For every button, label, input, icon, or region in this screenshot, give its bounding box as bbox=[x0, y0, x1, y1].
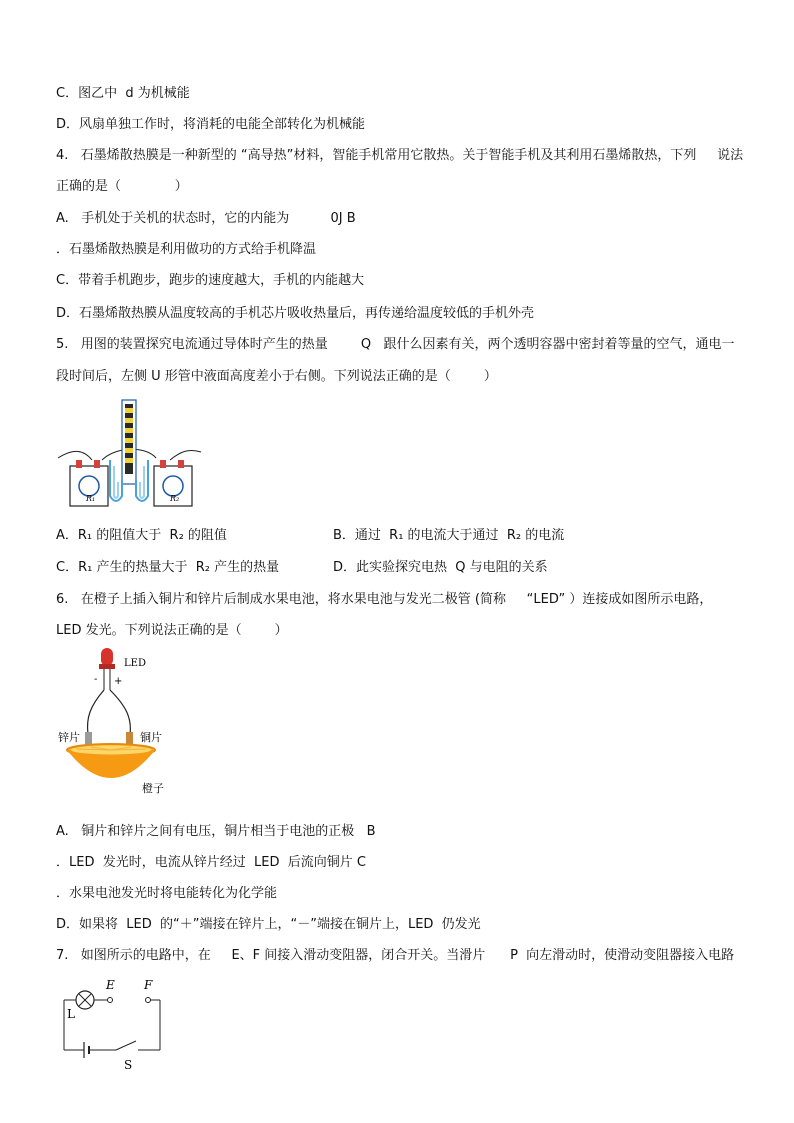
q5-stem-line-2: 段时间后，左侧 U 形管中液面高度差小于右侧。下列说法正确的是（ ） bbox=[56, 369, 497, 384]
q6-copper-label: 铜片 bbox=[140, 731, 162, 744]
q4-option-c: C．带着手机跑步，跑步的速度越大，手机的内能越大 bbox=[56, 273, 365, 288]
q5-option-b: B．通过 R₁ 的电流大于通过 R₂ 的电流 bbox=[333, 528, 565, 543]
q5-r2-label: R₂ bbox=[170, 494, 180, 503]
q7-switch-label: S bbox=[124, 1058, 133, 1072]
q3-option-d: D．风扇单独工作时，将消耗的电能全部转化为机械能 bbox=[56, 117, 366, 132]
q6-minus-label: - bbox=[94, 674, 98, 685]
q5-r1-label: R₁ bbox=[86, 494, 96, 503]
q7-f-label: F bbox=[144, 978, 153, 992]
q5-option-a: A．R₁ 的阻值大于 R₂ 的阻值 bbox=[56, 528, 227, 543]
q6-option-c: ．水果电池发光时将电能转化为化学能 bbox=[56, 886, 278, 901]
q4-option-a: A. 手机处于关机的状态时，它的内能为 0J B bbox=[56, 211, 356, 226]
q6-plus-label: + bbox=[114, 676, 123, 687]
q7-circuit-figure bbox=[56, 973, 176, 1073]
q4-stem-line-2: 正确的是（ ） bbox=[56, 179, 188, 194]
q6-led-label: LED bbox=[124, 658, 146, 669]
q6-option-b: ．LED 发光时，电流从锌片经过 LED 后流向铜片 C bbox=[56, 855, 366, 870]
q5-stem-line-1: 5. 用图的装置探究电流通过导体时产生的热量 Q 跟什么因素有关，两个透明容器中密封着等量的空气，通电一 bbox=[56, 337, 735, 352]
q6-orange-label: 橙子 bbox=[142, 782, 164, 795]
q4-option-d: D．石墨烯散热膜从温度较高的手机芯片吸收热量后，再传递给温度较低的手机外壳 bbox=[56, 306, 535, 321]
q3-option-c: C．图乙中 d 为机械能 bbox=[56, 86, 190, 101]
q6-zinc-label: 锌片 bbox=[58, 731, 80, 744]
q5-option-c: C．R₁ 产生的热量大于 R₂ 产生的热量 bbox=[56, 560, 280, 575]
q7-stem-line-1: 7. 如图所示的电路中，在 E、F 间接入滑动变阻器，闭合开关。当滑片 P 向左滑动时，使滑动变阻器接入电路 bbox=[56, 948, 735, 963]
q4-stem-line-1: 4. 石墨烯散热膜是一种新型的 “高导热”材料，智能手机常用它散热。关于智能手机及其利用石墨烯散热，下列 说法 bbox=[56, 148, 744, 163]
q6-option-a: A. 铜片和锌片之间有电压，铜片相当于电池的正极 B bbox=[56, 824, 376, 839]
q7-e-label: E bbox=[106, 978, 115, 992]
q6-option-d: D．如果将 LED 的“＋”端接在锌片上，“－”端接在铜片上，LED 仍发光 bbox=[56, 917, 481, 932]
q5-option-d: D．此实验探究电热 Q 与电阻的关系 bbox=[333, 560, 548, 575]
q7-lamp-label: L bbox=[67, 1007, 75, 1021]
q4-option-b: ．石墨烯散热膜是利用做功的方式给手机降温 bbox=[56, 242, 317, 257]
q6-stem-line-2: LED 发光。下列说法正确的是（ ） bbox=[56, 623, 288, 638]
q6-stem-line-1: 6. 在橙子上插入铜片和锌片后制成水果电池，将水果电池与发光二极管 (简称 “LED” ）连接成如图所示电路， bbox=[56, 592, 713, 607]
q5-heating-apparatus-figure bbox=[56, 396, 206, 512]
q6-fruit-battery-figure bbox=[56, 646, 186, 798]
